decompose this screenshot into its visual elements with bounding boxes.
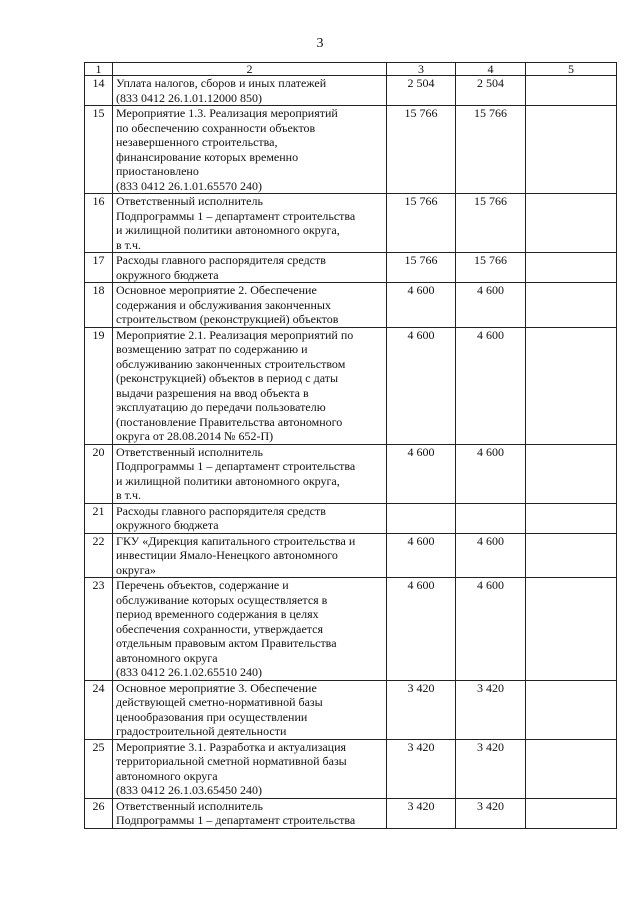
value-col4: 4 600 <box>456 283 526 328</box>
budget-table <box>84 62 617 829</box>
table-row <box>85 798 617 828</box>
row-description: Мероприятие 1.3. Реализация мероприятий по обеспечению сохранности объектов незавершенного строительства, финансирование которых временно приостановлено (833 0412 26.1.01.65570 240) <box>113 106 387 194</box>
row-description: Ответственный исполнитель Подпрограммы 1 – департамент строительства и жилищной политики автономного округа, в т.ч. <box>113 194 387 253</box>
table-row <box>85 680 617 739</box>
row-description: ГКУ «Дирекция капитального строительства и инвестиции Ямало-Ненецкого автономного округа» <box>113 533 387 578</box>
value-col3: 15 766 <box>387 194 456 253</box>
value-col4: 15 766 <box>456 253 526 283</box>
value-col5 <box>526 283 617 328</box>
table-row <box>85 194 617 253</box>
value-col5 <box>526 253 617 283</box>
value-col4: 3 420 <box>456 798 526 828</box>
value-col4: 3 420 <box>456 739 526 798</box>
value-col3: 3 420 <box>387 680 456 739</box>
table-row <box>85 283 617 328</box>
value-col3: 4 600 <box>387 283 456 328</box>
table-row <box>85 739 617 798</box>
value-col4 <box>456 503 526 533</box>
table-row <box>85 253 617 283</box>
value-col5 <box>526 106 617 194</box>
value-col3: 4 600 <box>387 533 456 578</box>
column-header: 1 <box>85 63 113 76</box>
value-col5 <box>526 578 617 681</box>
row-number: 25 <box>85 739 113 798</box>
row-description: Расходы главного распорядителя средств окружного бюджета <box>113 503 387 533</box>
value-col4: 15 766 <box>456 106 526 194</box>
value-col4: 2 504 <box>456 76 526 106</box>
column-number-row <box>85 63 617 76</box>
value-col5 <box>526 739 617 798</box>
value-col5 <box>526 533 617 578</box>
row-number: 23 <box>85 578 113 681</box>
page-number: 3 <box>316 36 324 51</box>
row-number: 15 <box>85 106 113 194</box>
table-row <box>85 327 617 444</box>
row-description: Уплата налогов, сборов и иных платежей (833 0412 26.1.01.12000 850) <box>113 76 387 106</box>
column-header: 3 <box>387 63 456 76</box>
value-col4: 15 766 <box>456 194 526 253</box>
value-col3 <box>387 503 456 533</box>
value-col4: 4 600 <box>456 327 526 444</box>
row-number: 17 <box>85 253 113 283</box>
value-col3: 2 504 <box>387 76 456 106</box>
row-number: 26 <box>85 798 113 828</box>
value-col3: 3 420 <box>387 798 456 828</box>
row-description: Мероприятие 3.1. Разработка и актуализация территориальной сметной нормативной базы автономного округа (833 0412 26.1.03.65450 240) <box>113 739 387 798</box>
value-col4: 4 600 <box>456 444 526 503</box>
value-col5 <box>526 327 617 444</box>
value-col3: 4 600 <box>387 327 456 444</box>
table-row <box>85 76 617 106</box>
value-col4: 4 600 <box>456 533 526 578</box>
table-row <box>85 444 617 503</box>
row-number: 20 <box>85 444 113 503</box>
value-col4: 4 600 <box>456 578 526 681</box>
row-description: Основное мероприятие 2. Обеспечение содержания и обслуживания законченных строительством (реконструкцией) объектов <box>113 283 387 328</box>
row-description: Основное мероприятие 3. Обеспечение действующей сметно-нормативной базы ценообразования при осуществлении градостроительной деятельности <box>113 680 387 739</box>
row-description: Мероприятие 2.1. Реализация мероприятий по возмещению затрат по содержанию и обслуживанию законченных строительством (реконструкцией) объектов в период с даты выдачи разрешения на ввод объекта в эксплуатацию до передачи пользователю (постановление Правительства автономного округа от 28.08.2014 № 652-П) <box>113 327 387 444</box>
value-col3: 15 766 <box>387 253 456 283</box>
row-number: 18 <box>85 283 113 328</box>
value-col3: 15 766 <box>387 106 456 194</box>
column-header: 2 <box>113 63 387 76</box>
value-col3: 3 420 <box>387 739 456 798</box>
value-col5 <box>526 76 617 106</box>
value-col5 <box>526 798 617 828</box>
column-header: 4 <box>456 63 526 76</box>
table-row <box>85 106 617 194</box>
row-number: 14 <box>85 76 113 106</box>
value-col5 <box>526 503 617 533</box>
row-number: 19 <box>85 327 113 444</box>
table-row <box>85 503 617 533</box>
value-col3: 4 600 <box>387 578 456 681</box>
value-col5 <box>526 680 617 739</box>
table-row <box>85 578 617 681</box>
value-col5 <box>526 194 617 253</box>
table-row <box>85 533 617 578</box>
row-description: Ответственный исполнитель Подпрограммы 1 – департамент строительства <box>113 798 387 828</box>
value-col3: 4 600 <box>387 444 456 503</box>
row-number: 16 <box>85 194 113 253</box>
row-description: Перечень объектов, содержание и обслуживание которых осуществляется в период временного содержания в целях обеспечения сохранности, утверждается отдельным правовым актом Правительства автономного округа (833 0412 26.1.02.65510 240) <box>113 578 387 681</box>
row-number: 24 <box>85 680 113 739</box>
row-description: Ответственный исполнитель Подпрограммы 1 – департамент строительства и жилищной политики автономного округа, в т.ч. <box>113 444 387 503</box>
value-col5 <box>526 444 617 503</box>
row-number: 22 <box>85 533 113 578</box>
row-description: Расходы главного распорядителя средств окружного бюджета <box>113 253 387 283</box>
value-col4: 3 420 <box>456 680 526 739</box>
column-header: 5 <box>526 63 617 76</box>
row-number: 21 <box>85 503 113 533</box>
